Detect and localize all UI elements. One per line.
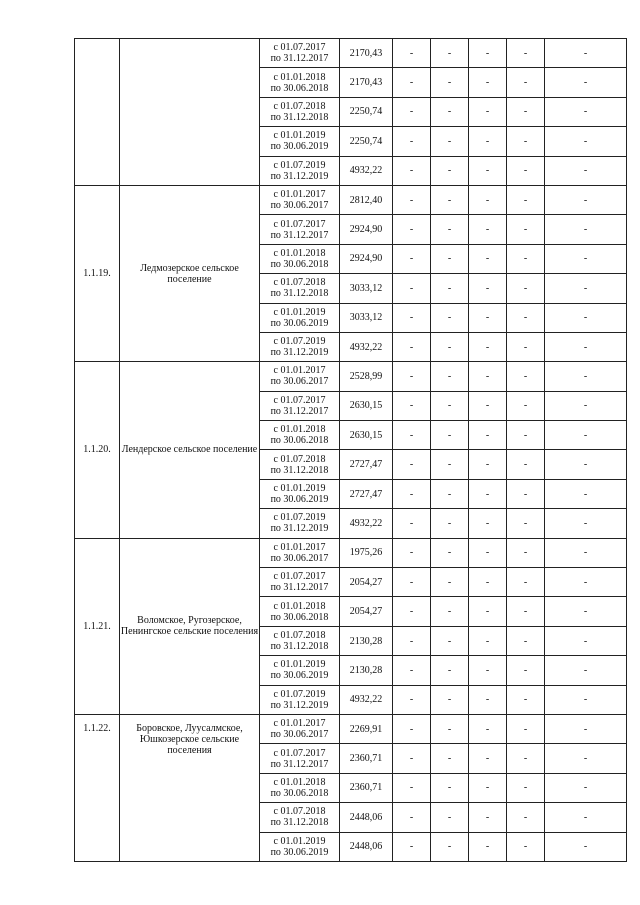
dash-cell: -: [545, 773, 627, 802]
dash-cell: -: [545, 714, 627, 743]
tariff-value-cell: 2727,47: [340, 450, 393, 479]
dash-cell: -: [507, 714, 545, 743]
dash-cell: -: [469, 39, 507, 68]
period-cell: с 01.07.2017 по 31.12.2017: [260, 391, 340, 420]
group-number: 1.1.21.: [75, 538, 120, 714]
dash-cell: -: [393, 626, 431, 655]
dash-cell: -: [545, 626, 627, 655]
group-name: Боровское, Луусалмское, Юшкозерское сельские поселения: [120, 714, 260, 861]
tariff-value-cell: 2130,28: [340, 626, 393, 655]
dash-cell: -: [469, 450, 507, 479]
dash-cell: -: [431, 597, 469, 626]
dash-cell: -: [545, 156, 627, 185]
dash-cell: -: [393, 185, 431, 214]
dash-cell: -: [431, 156, 469, 185]
dash-cell: -: [431, 244, 469, 273]
tariff-value-cell: 2130,28: [340, 656, 393, 685]
period-cell: с 01.01.2018 по 30.06.2018: [260, 244, 340, 273]
dash-cell: -: [431, 479, 469, 508]
dash-cell: -: [431, 274, 469, 303]
dash-cell: -: [469, 803, 507, 832]
dash-cell: -: [431, 568, 469, 597]
dash-cell: -: [507, 832, 545, 861]
dash-cell: -: [431, 685, 469, 714]
dash-cell: -: [469, 773, 507, 802]
period-cell: с 01.07.2017 по 31.12.2017: [260, 568, 340, 597]
dash-cell: -: [393, 803, 431, 832]
dash-cell: -: [507, 450, 545, 479]
dash-cell: -: [393, 744, 431, 773]
dash-cell: -: [507, 479, 545, 508]
dash-cell: -: [393, 832, 431, 861]
tariff-value-cell: 2630,15: [340, 421, 393, 450]
tariff-value-cell: 1975,26: [340, 538, 393, 567]
dash-cell: -: [431, 450, 469, 479]
dash-cell: -: [545, 744, 627, 773]
dash-cell: -: [393, 538, 431, 567]
dash-cell: -: [393, 68, 431, 97]
period-cell: с 01.01.2019 по 30.06.2019: [260, 127, 340, 156]
period-cell: с 01.01.2017 по 30.06.2017: [260, 362, 340, 391]
dash-cell: -: [545, 803, 627, 832]
dash-cell: -: [393, 39, 431, 68]
dash-cell: -: [393, 97, 431, 126]
dash-cell: -: [393, 450, 431, 479]
dash-cell: -: [507, 332, 545, 361]
tariff-value-cell: 3033,12: [340, 303, 393, 332]
dash-cell: -: [431, 391, 469, 420]
tariff-value-cell: 2924,90: [340, 215, 393, 244]
table-row: [75, 185, 627, 214]
dash-cell: -: [393, 597, 431, 626]
tariff-value-cell: 2924,90: [340, 244, 393, 273]
dash-cell: -: [507, 215, 545, 244]
dash-cell: -: [507, 656, 545, 685]
period-cell: с 01.07.2019 по 31.12.2019: [260, 332, 340, 361]
period-cell: с 01.01.2019 по 30.06.2019: [260, 303, 340, 332]
dash-cell: -: [469, 538, 507, 567]
dash-cell: -: [431, 332, 469, 361]
dash-cell: -: [545, 303, 627, 332]
dash-cell: -: [507, 538, 545, 567]
dash-cell: -: [431, 744, 469, 773]
dash-cell: -: [507, 185, 545, 214]
dash-cell: -: [507, 744, 545, 773]
dash-cell: -: [393, 244, 431, 273]
dash-cell: -: [431, 303, 469, 332]
dash-cell: -: [507, 244, 545, 273]
dash-cell: -: [469, 362, 507, 391]
dash-cell: -: [431, 832, 469, 861]
dash-cell: -: [469, 97, 507, 126]
dash-cell: -: [545, 274, 627, 303]
period-cell: с 01.01.2018 по 30.06.2018: [260, 421, 340, 450]
tariff-value-cell: 2054,27: [340, 597, 393, 626]
dash-cell: -: [469, 274, 507, 303]
period-cell: с 01.01.2019 по 30.06.2019: [260, 832, 340, 861]
dash-cell: -: [393, 685, 431, 714]
dash-cell: -: [507, 421, 545, 450]
dash-cell: -: [431, 714, 469, 743]
dash-cell: -: [469, 68, 507, 97]
tariff-value-cell: 3033,12: [340, 274, 393, 303]
group-name: Лендерское сельское поселение: [120, 362, 260, 538]
dash-cell: -: [507, 685, 545, 714]
dash-cell: -: [507, 127, 545, 156]
group-name: [120, 39, 260, 186]
tariff-value-cell: 4932,22: [340, 509, 393, 538]
table-row: [75, 538, 627, 567]
dash-cell: -: [545, 68, 627, 97]
dash-cell: -: [431, 68, 469, 97]
period-cell: с 01.01.2017 по 30.06.2017: [260, 538, 340, 567]
tariff-value-cell: 2448,06: [340, 832, 393, 861]
table-row: [75, 714, 627, 743]
period-cell: с 01.01.2018 по 30.06.2018: [260, 597, 340, 626]
dash-cell: -: [545, 39, 627, 68]
dash-cell: -: [469, 244, 507, 273]
dash-cell: -: [431, 803, 469, 832]
dash-cell: -: [545, 509, 627, 538]
tariff-value-cell: 4932,22: [340, 156, 393, 185]
dash-cell: -: [393, 215, 431, 244]
dash-cell: -: [431, 773, 469, 802]
period-cell: с 01.01.2018 по 30.06.2018: [260, 68, 340, 97]
tariff-value-cell: 2528,99: [340, 362, 393, 391]
period-cell: с 01.07.2018 по 31.12.2018: [260, 450, 340, 479]
dash-cell: -: [545, 656, 627, 685]
dash-cell: -: [393, 156, 431, 185]
dash-cell: -: [507, 303, 545, 332]
group-number: 1.1.22.: [75, 714, 120, 861]
dash-cell: -: [545, 127, 627, 156]
dash-cell: -: [469, 185, 507, 214]
dash-cell: -: [393, 332, 431, 361]
period-cell: с 01.07.2017 по 31.12.2017: [260, 39, 340, 68]
dash-cell: -: [431, 185, 469, 214]
dash-cell: -: [469, 714, 507, 743]
dash-cell: -: [469, 685, 507, 714]
dash-cell: -: [545, 832, 627, 861]
dash-cell: -: [431, 421, 469, 450]
dash-cell: -: [393, 479, 431, 508]
dash-cell: -: [469, 832, 507, 861]
period-cell: с 01.01.2018 по 30.06.2018: [260, 773, 340, 802]
dash-cell: -: [393, 303, 431, 332]
dash-cell: -: [469, 156, 507, 185]
period-cell: с 01.01.2017 по 30.06.2017: [260, 714, 340, 743]
dash-cell: -: [393, 127, 431, 156]
table-row: [75, 39, 627, 68]
dash-cell: -: [545, 479, 627, 508]
dash-cell: -: [545, 97, 627, 126]
dash-cell: -: [393, 568, 431, 597]
dash-cell: -: [431, 127, 469, 156]
dash-cell: -: [545, 332, 627, 361]
dash-cell: -: [545, 244, 627, 273]
dash-cell: -: [507, 97, 545, 126]
period-cell: с 01.07.2019 по 31.12.2019: [260, 509, 340, 538]
dash-cell: -: [507, 362, 545, 391]
dash-cell: -: [469, 303, 507, 332]
dash-cell: -: [431, 656, 469, 685]
dash-cell: -: [507, 68, 545, 97]
tariff-value-cell: 2448,06: [340, 803, 393, 832]
tariff-value-cell: 2812,40: [340, 185, 393, 214]
tariff-table: [74, 38, 627, 862]
tariff-value-cell: 2250,74: [340, 97, 393, 126]
group-name: Ледмозерское сельское поселение: [120, 185, 260, 361]
dash-cell: -: [393, 714, 431, 743]
period-cell: с 01.01.2019 по 30.06.2019: [260, 656, 340, 685]
dash-cell: -: [431, 97, 469, 126]
dash-cell: -: [507, 803, 545, 832]
dash-cell: -: [545, 450, 627, 479]
tariff-value-cell: 2269,91: [340, 714, 393, 743]
tariff-value-cell: 2054,27: [340, 568, 393, 597]
period-cell: с 01.01.2019 по 30.06.2019: [260, 479, 340, 508]
dash-cell: -: [469, 509, 507, 538]
tariff-value-cell: 4932,22: [340, 332, 393, 361]
dash-cell: -: [469, 421, 507, 450]
tariff-value-cell: 2360,71: [340, 773, 393, 802]
dash-cell: -: [545, 421, 627, 450]
dash-cell: -: [545, 685, 627, 714]
dash-cell: -: [545, 538, 627, 567]
dash-cell: -: [469, 744, 507, 773]
dash-cell: -: [469, 127, 507, 156]
dash-cell: -: [507, 391, 545, 420]
dash-cell: -: [507, 39, 545, 68]
dash-cell: -: [507, 773, 545, 802]
tariff-value-cell: 2727,47: [340, 479, 393, 508]
period-cell: с 01.07.2017 по 31.12.2017: [260, 215, 340, 244]
dash-cell: -: [545, 597, 627, 626]
group-number: [75, 39, 120, 186]
dash-cell: -: [469, 332, 507, 361]
dash-cell: -: [393, 509, 431, 538]
group-number: 1.1.19.: [75, 185, 120, 361]
dash-cell: -: [507, 568, 545, 597]
dash-cell: -: [469, 479, 507, 508]
table-row: [75, 362, 627, 391]
period-cell: с 01.07.2018 по 31.12.2018: [260, 274, 340, 303]
dash-cell: -: [431, 538, 469, 567]
dash-cell: -: [545, 362, 627, 391]
dash-cell: -: [507, 156, 545, 185]
dash-cell: -: [431, 39, 469, 68]
dash-cell: -: [431, 626, 469, 655]
tariff-value-cell: 2250,74: [340, 127, 393, 156]
dash-cell: -: [507, 597, 545, 626]
dash-cell: -: [545, 391, 627, 420]
dash-cell: -: [469, 568, 507, 597]
dash-cell: -: [393, 421, 431, 450]
dash-cell: -: [469, 391, 507, 420]
group-name: Воломское, Ругозерское, Пенингское сельские поселения: [120, 538, 260, 714]
period-cell: с 01.07.2017 по 31.12.2017: [260, 744, 340, 773]
dash-cell: -: [545, 215, 627, 244]
dash-cell: -: [507, 274, 545, 303]
dash-cell: -: [469, 215, 507, 244]
tariff-value-cell: 2170,43: [340, 68, 393, 97]
dash-cell: -: [545, 568, 627, 597]
dash-cell: -: [507, 626, 545, 655]
dash-cell: -: [469, 656, 507, 685]
dash-cell: -: [469, 626, 507, 655]
dash-cell: -: [431, 215, 469, 244]
period-cell: с 01.07.2019 по 31.12.2019: [260, 685, 340, 714]
dash-cell: -: [393, 656, 431, 685]
dash-cell: -: [469, 597, 507, 626]
dash-cell: -: [393, 362, 431, 391]
tariff-value-cell: 2170,43: [340, 39, 393, 68]
dash-cell: -: [431, 509, 469, 538]
tariff-value-cell: 4932,22: [340, 685, 393, 714]
dash-cell: -: [393, 274, 431, 303]
tariff-value-cell: 2360,71: [340, 744, 393, 773]
dash-cell: -: [431, 362, 469, 391]
tariff-value-cell: 2630,15: [340, 391, 393, 420]
period-cell: с 01.07.2018 по 31.12.2018: [260, 97, 340, 126]
dash-cell: -: [393, 773, 431, 802]
period-cell: с 01.07.2019 по 31.12.2019: [260, 156, 340, 185]
period-cell: с 01.01.2017 по 30.06.2017: [260, 185, 340, 214]
period-cell: с 01.07.2018 по 31.12.2018: [260, 626, 340, 655]
dash-cell: -: [393, 391, 431, 420]
period-cell: с 01.07.2018 по 31.12.2018: [260, 803, 340, 832]
dash-cell: -: [545, 185, 627, 214]
dash-cell: -: [507, 509, 545, 538]
group-number: 1.1.20.: [75, 362, 120, 538]
